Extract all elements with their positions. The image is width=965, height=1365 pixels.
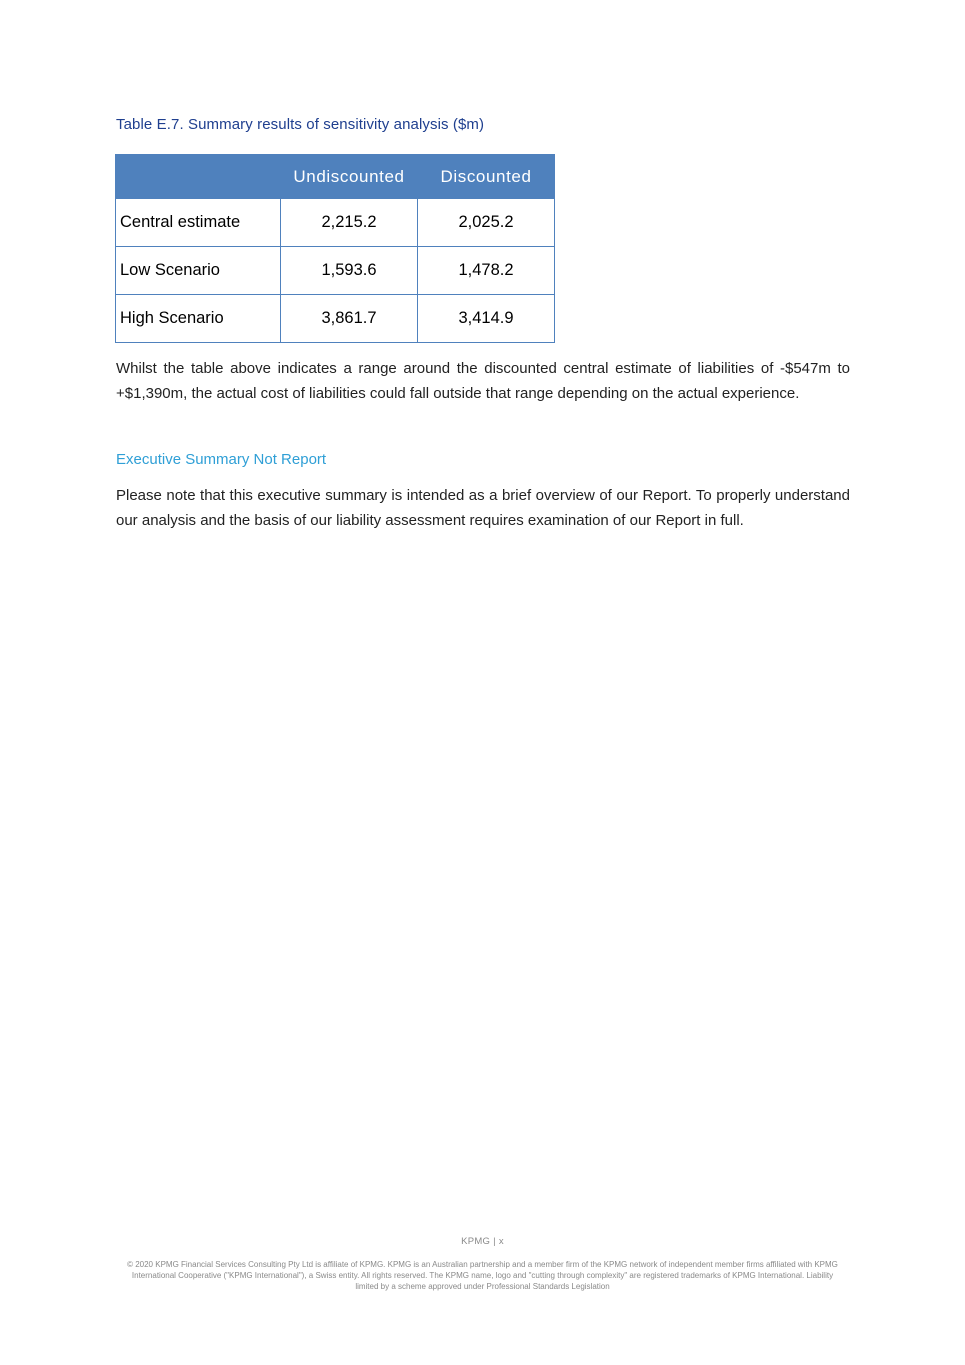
header-empty-cell [116, 155, 281, 199]
header-undiscounted: Undiscounted [281, 155, 418, 199]
undiscounted-value: 2,215.2 [281, 199, 418, 247]
range-paragraph: Whilst the table above indicates a range around the discounted central estimate of liabilities of -$547m to +$1,390m, the actual cost of liabilities could fall outside that range depending on the actual experience. [116, 360, 850, 402]
table-row [116, 295, 555, 343]
table-row [116, 247, 555, 295]
row-label: Central estimate [116, 199, 281, 247]
table-header-row [116, 155, 555, 199]
table-row [116, 199, 555, 247]
discounted-value: 2,025.2 [418, 199, 555, 247]
section-heading: Executive Summary Not Report [116, 451, 327, 468]
undiscounted-value: 3,861.7 [281, 295, 418, 343]
page-footer-label: KPMG | x [461, 1236, 504, 1247]
undiscounted-value: 1,593.6 [281, 247, 418, 295]
discounted-value: 3,414.9 [418, 295, 555, 343]
sensitivity-table [115, 154, 555, 343]
legal-disclaimer: © 2020 KPMG Financial Services Consulting Pty Ltd is affiliate of KPMG. KPMG is an Australian partnership and a member firm of the KPMG network of independent member firms affiliated with KPMG International Cooperative ("KPMG International"), a Swiss entity. All rights reserved. The KPMG name, logo and "cutting through complexity" are registered trademarks of KPMG International. Liability limited by a scheme approved under Professional Standards Legislation [127, 1260, 838, 1291]
summary-note-paragraph: Please note that this executive summary is intended as a brief overview of our Report. To properly understand our analysis and the basis of our liability assessment requires examination of our Report in full. [116, 487, 850, 529]
row-label: High Scenario [116, 295, 281, 343]
discounted-value: 1,478.2 [418, 247, 555, 295]
header-discounted: Discounted [418, 155, 555, 199]
row-label: Low Scenario [116, 247, 281, 295]
table-caption: Table E.7. Summary results of sensitivity analysis ($m) [116, 116, 485, 133]
